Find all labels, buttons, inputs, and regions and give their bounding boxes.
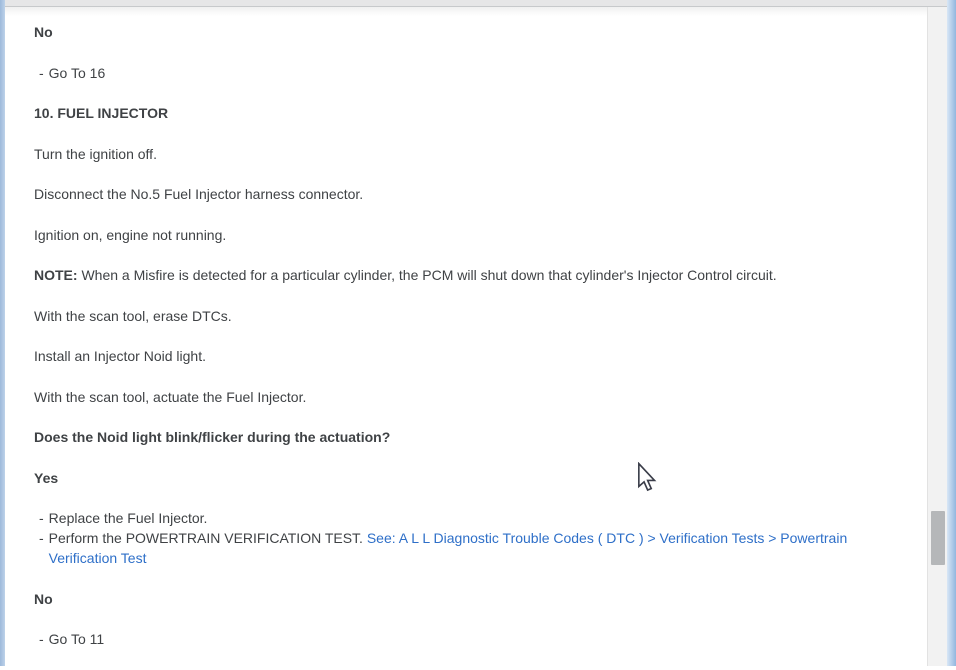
answer-no2-label: No [34,590,53,607]
instruction-disconnect-injector: Disconnect the No.5 Fuel Injector harness connector. [34,186,364,202]
instruction-erase-dtcs: With the scan tool, erase DTCs. [34,307,232,324]
note-paragraph [34,265,913,285]
answer-no-label: No [34,24,53,40]
go-to-11-text: Go To 11 [48,631,105,647]
replace-injector-text: Replace the Fuel Injector. [48,510,208,526]
verification-test-prefix: Perform the POWERTRAIN VERIFICATION TEST. [48,530,367,546]
answer-yes-label: Yes [34,469,59,486]
right-page-edge [947,0,956,666]
list-item [34,508,913,528]
list-item [34,63,913,83]
vertical-scrollbar-track[interactable] [927,0,947,666]
verification-test-link[interactable]: See: A L L Diagnostic Trouble Codes ( DTC ) > Verification Tests > Powertrain Verification Test [48,530,848,566]
note-text: When a Misfire is detected for a particular cylinder, the PCM will shut down that cylinder's Injector Control circuit. [77,267,777,283]
instruction-install-noid: Install an Injector Noid light. [34,348,206,364]
answer-yes-actions [34,508,913,568]
go-to-16-text: Go To 16 [48,64,106,81]
toolbar-bottom-edge [5,0,947,7]
list-item [34,629,913,649]
instruction-ignition-off: Turn the ignition off. [34,145,157,162]
verification-test-text [49,528,913,568]
list-dash: - [39,631,44,647]
list-dash: - [39,510,44,526]
question-text: Does the Noid light blink/flicker during the actuation? [34,429,391,445]
left-page-edge [0,0,5,666]
document-content [5,7,927,670]
list-dash: - [39,64,44,81]
toolbar-shadow [5,7,947,16]
list-item [34,528,913,568]
answer-no-actions [34,63,913,83]
vertical-scrollbar-thumb[interactable] [931,511,945,565]
note-label: NOTE: [34,267,78,283]
answer-no2-actions [34,629,913,649]
instruction-ignition-on: Ignition on, engine not running. [34,226,227,243]
instruction-actuate-injector: With the scan tool, actuate the Fuel Injector. [34,388,307,405]
list-dash: - [39,530,44,546]
step-heading: 10. FUEL INJECTOR [34,105,169,121]
